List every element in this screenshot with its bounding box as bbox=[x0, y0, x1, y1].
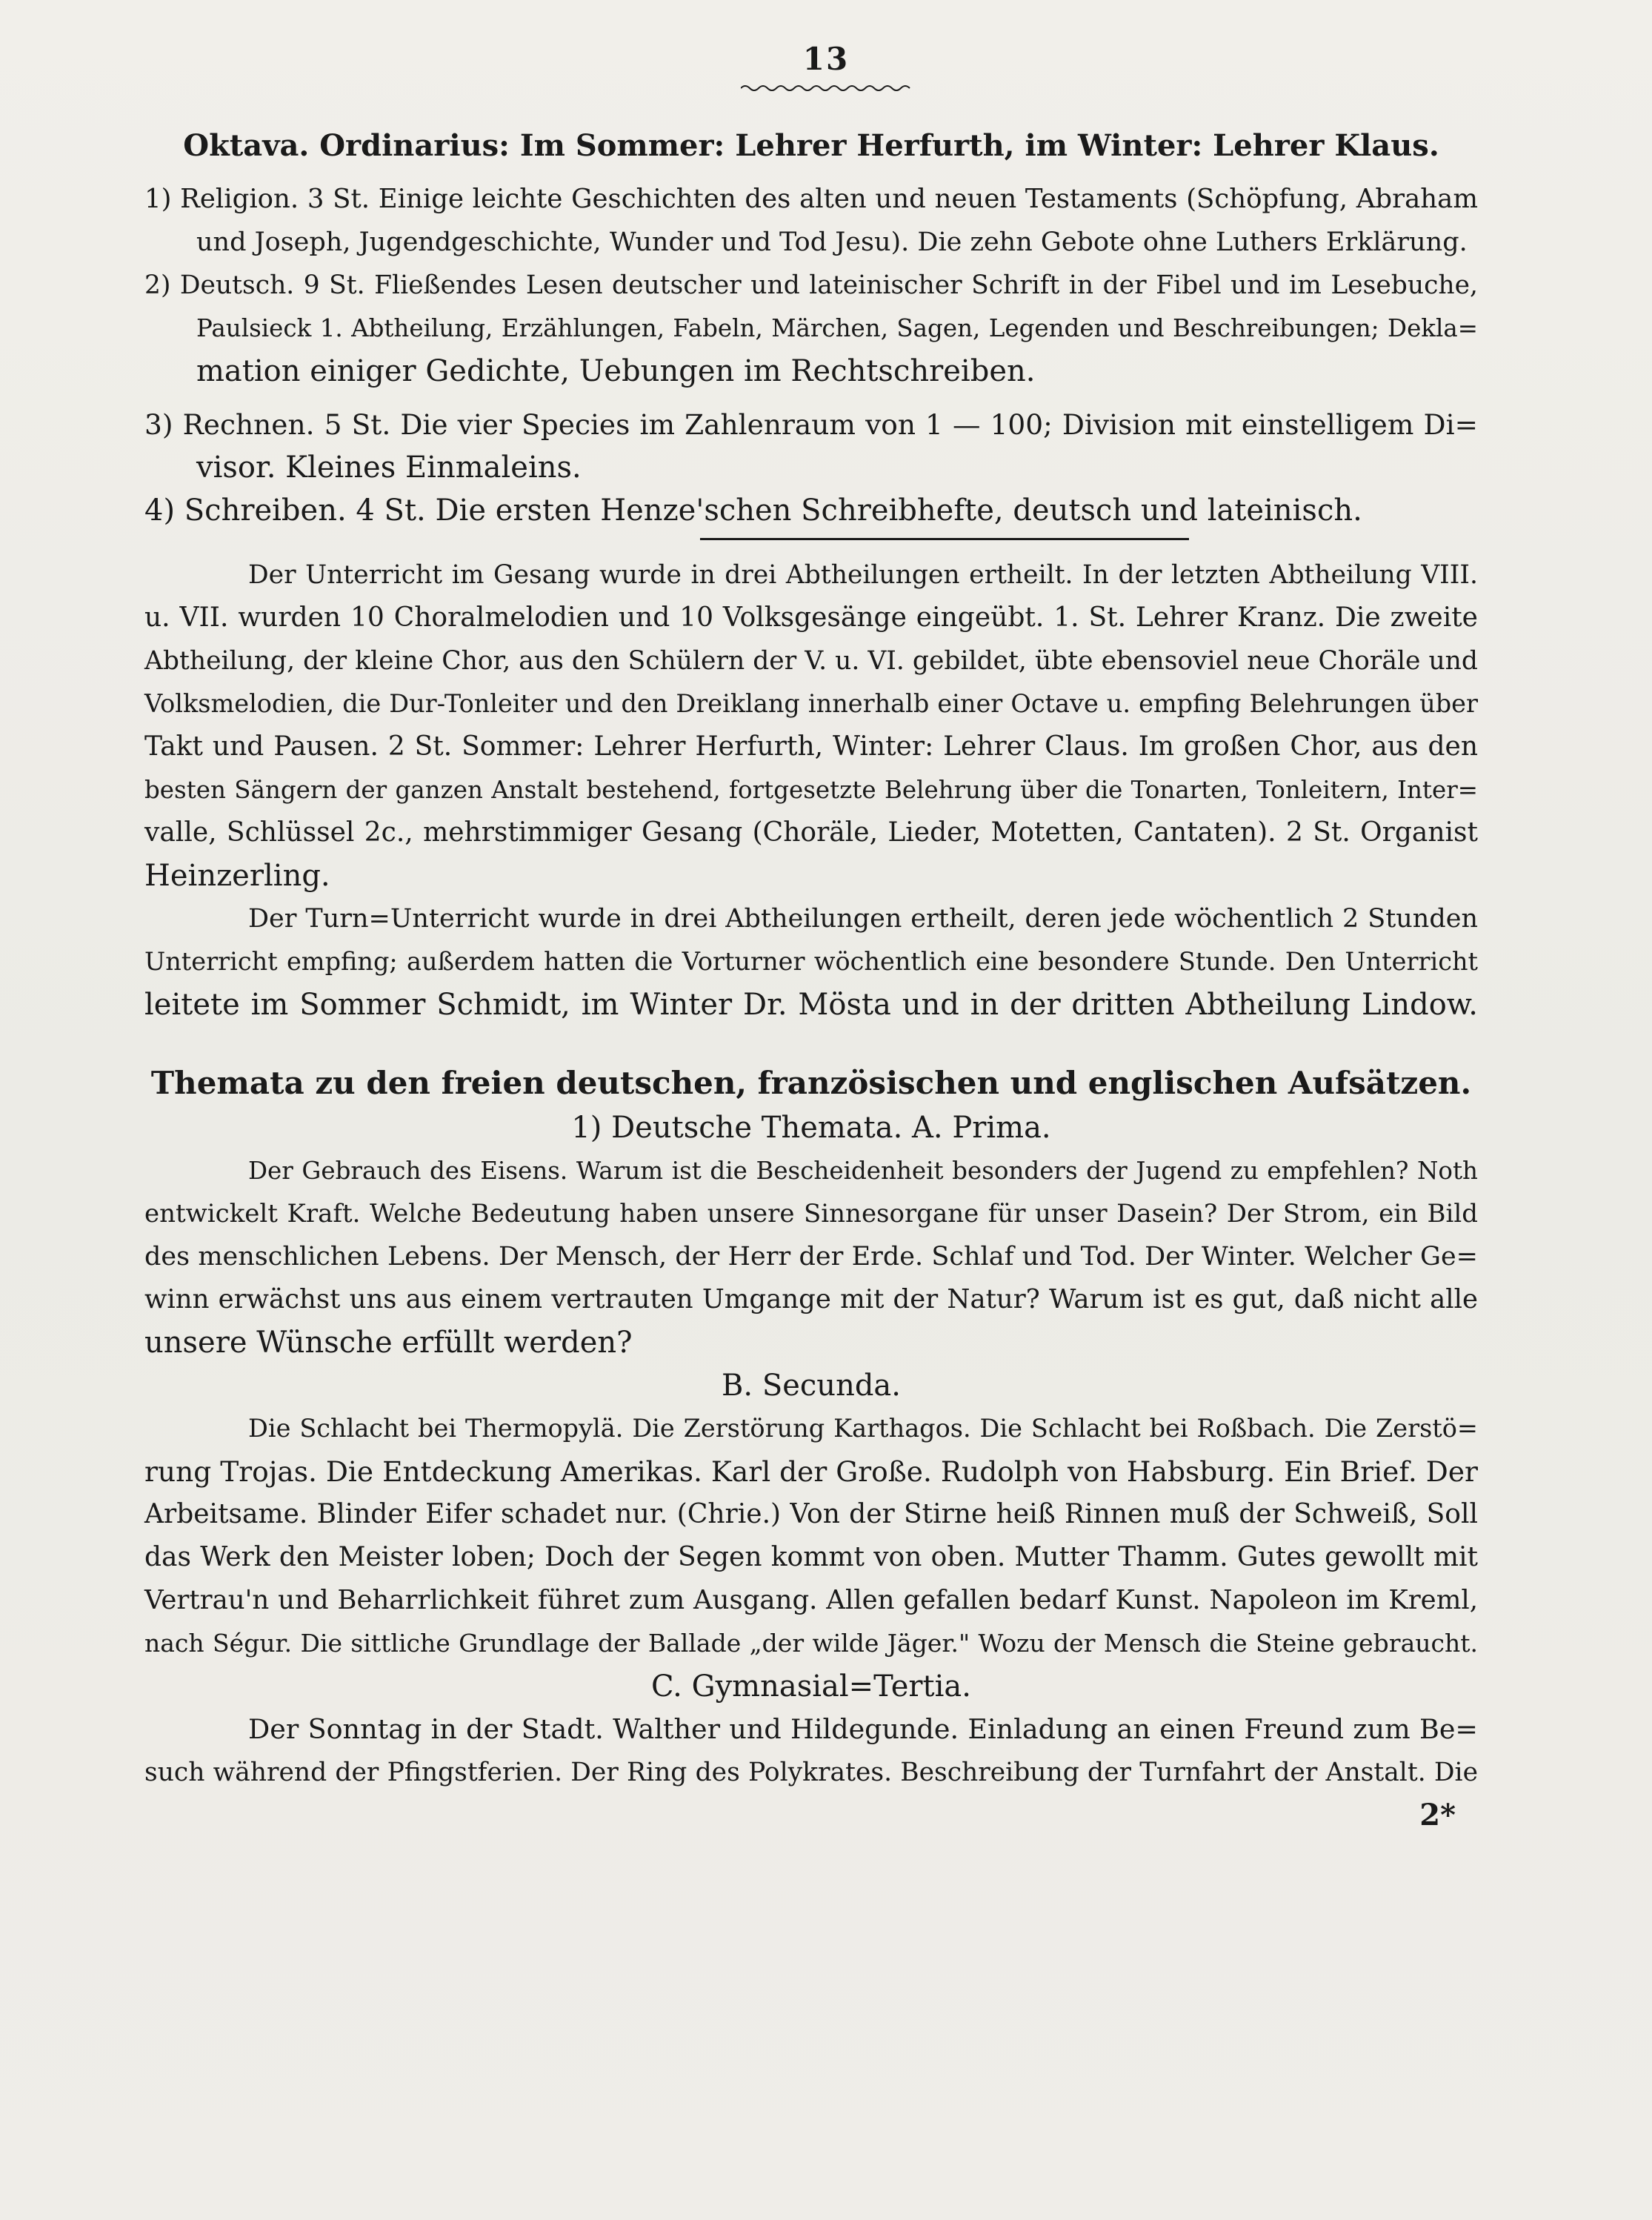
oktava-item-deutsch-line-1: 2) Deutsch. 9 St. Fließendes Lesen deutscher und lateinischer Schrift in der Fibel und im Lesebuche, bbox=[144, 270, 1478, 300]
tertia-line-2: such während der Pfingstferien. Der Ring des Polykrates. Beschreibung der Turnfahrt der Anstalt. Die bbox=[144, 1758, 1478, 1787]
oktava-item-religion-line-1: 1) Religion. 3 St. Einige leichte Geschichten des alten und neuen Testaments (Schöpfung, Abraham bbox=[144, 184, 1478, 214]
themata-subheading-tertia: C. Gymnasial=Tertia. bbox=[651, 1669, 971, 1704]
gesang-paragraph-line-4: Volksmelodien, die Dur-Tonleiter und den Dreiklang innerhalb einer Octave u. empfing Belehrungen über bbox=[144, 689, 1478, 718]
oktava-item-religion-line-2: und Joseph, Jugendgeschichte, Wunder und Tod Jesu). Die zehn Gebote ohne Luthers Erklärung. bbox=[196, 227, 1468, 257]
turnen-paragraph-line-1: Der Turn=Unterricht wurde in drei Abtheilungen ertheilt, deren jede wöchentlich 2 Stunden bbox=[248, 904, 1478, 934]
prima-line-2: entwickelt Kraft. Welche Bedeutung haben unsere Sinnesorgane für unser Dasein? Der Strom, ein Bild bbox=[144, 1199, 1478, 1229]
oktava-item-deutsch-line-2: Paulsieck 1. Abtheilung, Erzählungen, Fabeln, Märchen, Sagen, Legenden und Beschreibungen; Dekla= bbox=[196, 314, 1478, 342]
prima-line-1: Der Gebrauch des Eisens. Warum ist die Bescheidenheit besonders der Jugend zu empfehlen? Noth bbox=[248, 1157, 1478, 1185]
gesang-paragraph-line-2: u. VII. wurden 10 Choralmelodien und 10 Volksgesänge eingeübt. 1. St. Lehrer Kranz. Die zweite bbox=[144, 602, 1478, 633]
page-content bbox=[144, 124, 1478, 1837]
prima-line-3: des menschlichen Lebens. Der Mensch, der Herr der Erde. Schlaf und Tod. Der Winter. Welcher Ge= bbox=[144, 1242, 1478, 1272]
turnen-paragraph-line-3: leitete im Sommer Schmidt, im Winter Dr. Mösta und in der dritten Abtheilung Lindow. bbox=[144, 988, 1478, 1022]
tertia-line-1: Der Sonntag in der Stadt. Walther und Hildegunde. Einladung an einen Freund zum Be= bbox=[248, 1713, 1478, 1745]
secunda-line-3: Arbeitsame. Blinder Eifer schadet nur. (Chrie.) Von der Stirne heiß Rinnen muß der Schweiß, Soll bbox=[144, 1499, 1478, 1529]
oktava-item-rechnen-line-1: 3) Rechnen. 5 St. Die vier Species im Zahlenraum von 1 — 100; Division mit einstelligem Di= bbox=[144, 408, 1478, 441]
oktava-item-deutsch-line-3: mation einiger Gedichte, Uebungen im Rechtschreiben. bbox=[196, 354, 1036, 388]
gesang-paragraph-line-8: Heinzerling. bbox=[144, 859, 330, 893]
oktava-heading: Oktava. Ordinarius: Im Sommer: Lehrer Herfurth, im Winter: Lehrer Klaus. bbox=[183, 128, 1439, 163]
themata-heading: Themata zu den freien deutschen, französischen und englischen Aufsätzen. bbox=[150, 1065, 1472, 1101]
oktava-item-schreiben-line-1: 4) Schreiben. 4 St. Die ersten Henze'schen Schreibhefte, deutsch und lateinisch. bbox=[144, 493, 1362, 528]
signature-mark: 2* bbox=[1419, 1798, 1456, 1832]
secunda-line-4: das Werk den Meister loben; Doch der Segen kommt von oben. Mutter Thamm. Gutes gewollt mit bbox=[144, 1542, 1478, 1572]
turnen-paragraph-line-2: Unterricht empfing; außerdem hatten die Vorturner wöchentlich eine besondere Stunde. Den Unterricht bbox=[144, 947, 1478, 976]
gesang-paragraph-line-7: valle, Schlüssel 2c., mehrstimmiger Gesang (Choräle, Lieder, Motetten, Cantaten). 2 St. Organist bbox=[144, 817, 1478, 848]
oktava-item-rechnen-line-2: visor. Kleines Einmaleins. bbox=[196, 451, 582, 485]
prima-line-4: winn erwächst uns aus einem vertrauten Umgange mit der Natur? Warum ist es gut, daß nicht alle bbox=[144, 1284, 1478, 1315]
themata-subheading-prima: 1) Deutsche Themata. A. Prima. bbox=[571, 1111, 1051, 1145]
secunda-line-2: rung Trojas. Die Entdeckung Amerikas. Karl der Große. Rudolph von Habsburg. Ein Brief. Der bbox=[144, 1455, 1478, 1488]
gesang-paragraph-line-1: Der Unterricht im Gesang wurde in drei Abtheilungen ertheilt. In der letzten Abtheilung VIII. bbox=[248, 560, 1478, 590]
page-number: 13 bbox=[802, 41, 850, 77]
gesang-paragraph-line-3: Abtheilung, der kleine Chor, aus den Schülern der V. u. VI. gebildet, übte ebensoviel neue Choräle und bbox=[144, 646, 1478, 676]
prima-line-5: unsere Wünsche erfüllt werden? bbox=[144, 1326, 633, 1360]
gesang-paragraph-line-6: besten Sängern der ganzen Anstalt bestehend, fortgesetzte Belehrung über die Tonarten, Tonleitern, Inter= bbox=[144, 776, 1478, 804]
secunda-line-6: nach Ségur. Die sittliche Grundlage der Ballade „der wilde Jäger." Wozu der Mensch die Steine gebraucht. bbox=[144, 1629, 1478, 1658]
secunda-line-1: Die Schlacht bei Thermopylä. Die Zerstörung Karthagos. Die Schlacht bei Roßbach. Die Zerstö= bbox=[248, 1414, 1478, 1443]
page-number-ornament bbox=[741, 83, 911, 93]
section-divider bbox=[700, 538, 1189, 540]
gesang-paragraph-line-5: Takt und Pausen. 2 St. Sommer: Lehrer Herfurth, Winter: Lehrer Claus. Im großen Chor, aus den bbox=[144, 731, 1478, 762]
secunda-line-5: Vertrau'n und Beharrlichkeit führet zum Ausgang. Allen gefallen bedarf Kunst. Napoleon im Kreml, bbox=[144, 1585, 1478, 1615]
themata-subheading-secunda: B. Secunda. bbox=[722, 1369, 901, 1403]
